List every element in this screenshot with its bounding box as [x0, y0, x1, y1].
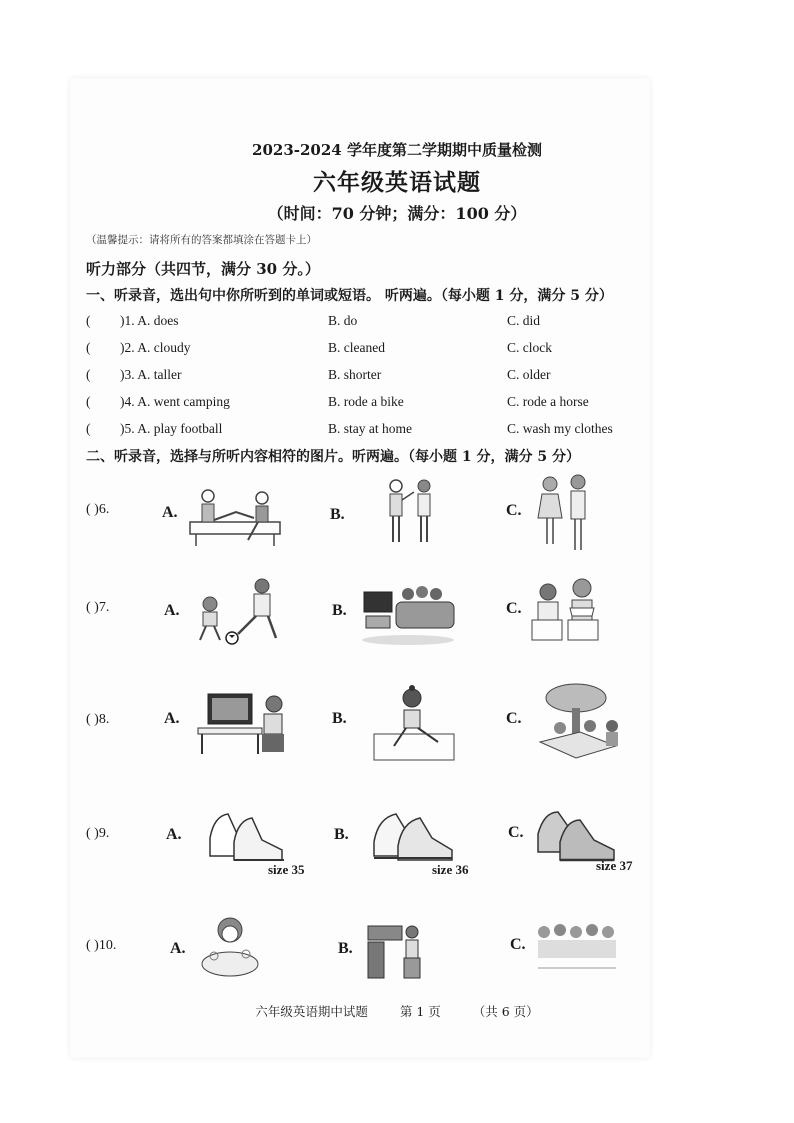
option-c-label[interactable]: C. [508, 824, 524, 841]
listening-section-heading: 听力部分（共四节，满分 30 分。） [86, 260, 320, 278]
option-a: )5. A. play football [120, 421, 223, 436]
option-c-label[interactable]: C. [506, 710, 522, 727]
footer-total-pages: （共 6 页） [472, 1004, 539, 1019]
answer-paren[interactable]: ( [86, 394, 91, 409]
sneakers-size-35-picture [204, 808, 288, 868]
option-c: C. wash my clothes [507, 421, 613, 436]
option-a: )1. A. does [120, 313, 179, 328]
question-number[interactable]: ( )7. [86, 600, 110, 615]
option-b: B. cleaned [328, 340, 385, 355]
question-number[interactable]: ( )10. [86, 938, 117, 953]
option-a-label[interactable]: A. [164, 710, 180, 727]
answer-paren[interactable]: ( [86, 313, 91, 328]
answer-paren[interactable]: ( [86, 340, 91, 355]
option-a: )3. A. taller [120, 367, 182, 382]
exam-title: 六年级英语试题 [313, 169, 481, 196]
kids-sitting-picture [186, 484, 286, 550]
exam-term-line: 2023-2024 学年度第二学期期中质量检测 [252, 141, 542, 159]
answer-paren[interactable]: ( [86, 367, 91, 382]
option-c-label[interactable]: C. [506, 600, 522, 617]
size-label: size 37 [596, 858, 633, 873]
option-b-label[interactable]: B. [334, 826, 349, 843]
question-number[interactable]: ( )9. [86, 826, 110, 841]
option-b-label[interactable]: B. [332, 602, 347, 619]
option-b-label[interactable]: B. [332, 710, 347, 727]
sneakers-size-37-picture [534, 804, 618, 866]
question-row [86, 421, 646, 443]
size-label: size 36 [432, 862, 469, 877]
option-c: C. older [507, 367, 551, 382]
option-c-label[interactable]: C. [506, 502, 522, 519]
exam-subtitle: （时间：70 分钟；满分：100 分） [267, 204, 527, 223]
option-b: B. rode a bike [328, 394, 404, 409]
family-watching-tv-picture [358, 580, 458, 646]
kids-group-picture [534, 918, 620, 976]
option-b: B. shorter [328, 367, 382, 382]
sneakers-size-36-picture [370, 806, 456, 868]
option-a-label[interactable]: A. [164, 602, 180, 619]
page-footer [0, 1002, 794, 1020]
kids-reading-picture [530, 572, 604, 646]
option-c: C. did [507, 313, 541, 328]
two-boys-picture [382, 476, 442, 552]
option-b-label[interactable]: B. [330, 506, 345, 523]
footer-exam-name: 六年级英语期中试题 [255, 1004, 368, 1019]
two-girls-picture [536, 474, 596, 556]
option-a: )4. A. went camping [120, 394, 230, 409]
girl-washing-picture [200, 914, 264, 980]
boy-using-computer-picture [196, 690, 288, 758]
option-c-label[interactable]: C. [510, 936, 526, 953]
footer-page-number: 第 1 页 [399, 1004, 441, 1019]
option-c: C. rode a horse [507, 394, 589, 409]
question-number[interactable]: ( )6. [86, 502, 110, 517]
option-b: B. stay at home [328, 421, 412, 436]
answer-paren[interactable]: ( [86, 421, 91, 436]
option-b: B. do [328, 313, 358, 328]
girl-sitting-picture [372, 684, 456, 766]
option-b-label[interactable]: B. [338, 940, 353, 957]
option-a: )2. A. cloudy [120, 340, 191, 355]
question-row [86, 313, 646, 335]
question-row [86, 340, 646, 362]
exam-tip: （温馨提示：请将所有的答案都填涂在答题卡上） [86, 234, 317, 246]
part1-heading: 一、听录音，选出句中你所听到的单词或短语。 听两遍。（每小题 1 分，满分 5 分） [86, 288, 613, 304]
option-a-label[interactable]: A. [162, 504, 178, 521]
boys-playing-football-picture [192, 578, 284, 648]
question-row [86, 367, 646, 389]
question-number[interactable]: ( )8. [86, 712, 110, 727]
picture-question-row [86, 578, 686, 688]
family-picnic-picture [530, 682, 626, 764]
option-c: C. clock [507, 340, 552, 355]
option-a-label[interactable]: A. [166, 826, 182, 843]
question-row [86, 394, 646, 416]
size-label: size 35 [268, 862, 305, 877]
picture-question-row [86, 690, 686, 800]
part2-heading: 二、听录音，选择与所听内容相符的图片。听两遍。（每小题 1 分，满分 5 分） [86, 449, 580, 465]
boy-cleaning-picture [364, 918, 428, 980]
option-a-label[interactable]: A. [170, 940, 186, 957]
